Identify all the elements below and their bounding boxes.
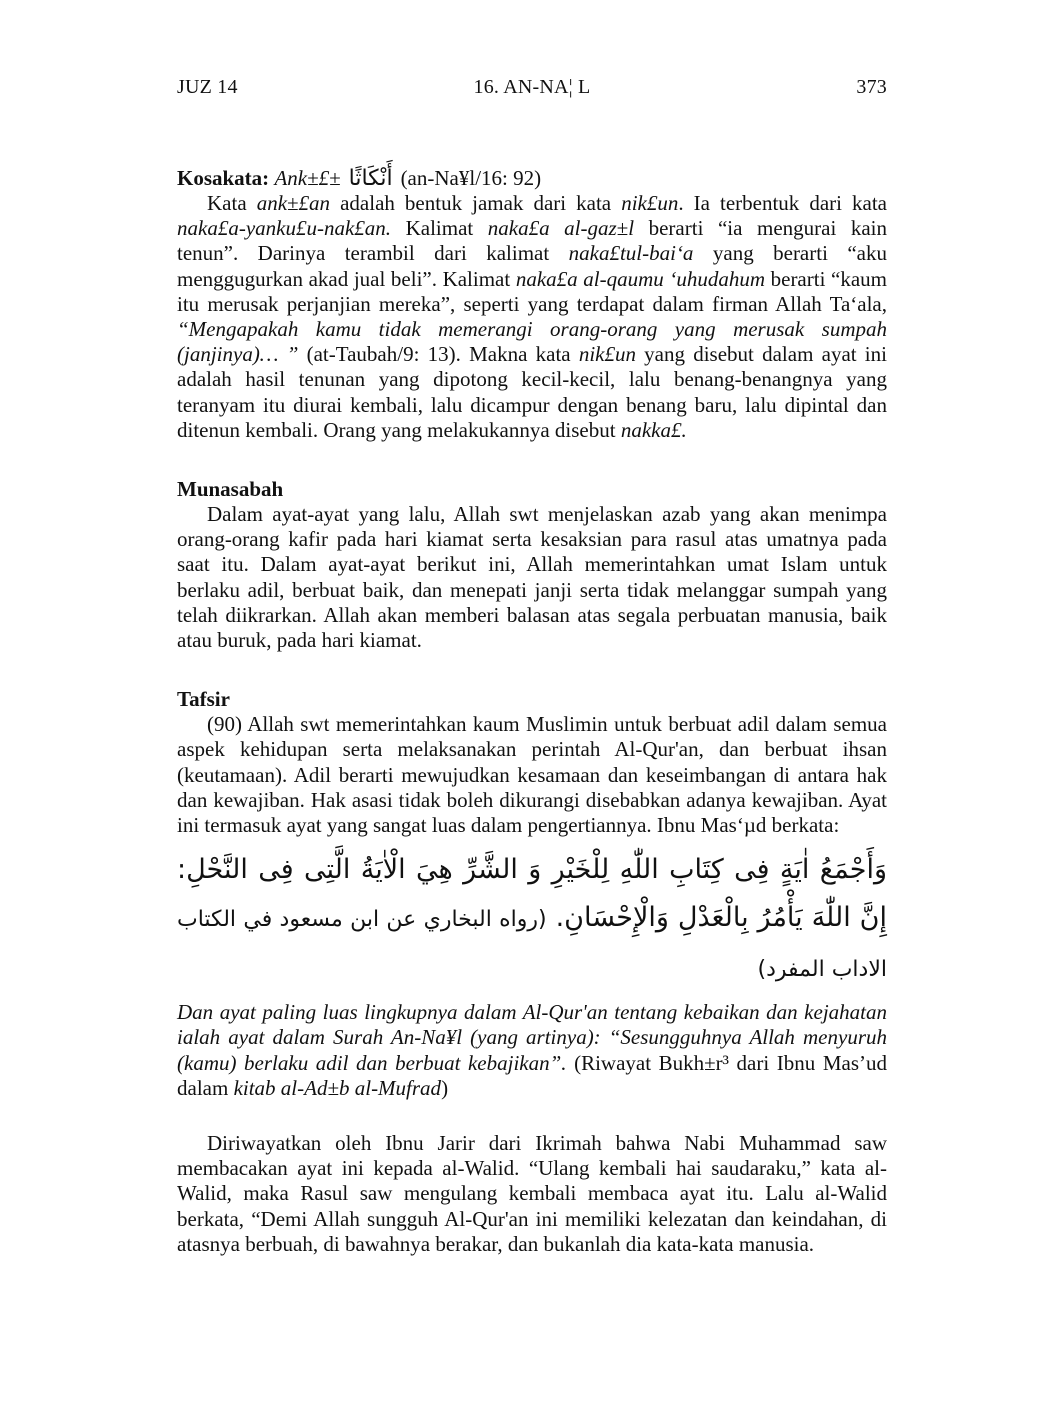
translation-close: )	[441, 1075, 449, 1100]
arabic-hadith-source: (رواه البخاري عن ابن مسعود في الكتاب الاداب المفرد)	[177, 907, 887, 983]
text-run: berarti “kaum itu merusak perjanjian mereka”, seperti yang terdapat dalam firman Allah Ta‘ala,	[177, 266, 887, 316]
text-run-italic: “Mengapakah kamu tidak memerangi orang-orang yang merusak sumpah (janjinya)… ”	[177, 317, 887, 367]
arabic-hadith	[177, 846, 887, 994]
munasabah-paragraph: Dalam ayat-ayat yang lalu, Allah swt menjelaskan azab yang akan menimpa orang-orang kafir pada hari kiamat serta kesaksian para rasul atas umatnya pada saat itu. Dalam ayat-ayat berikut ini, Allah memerintahkan umat Islam untuk berlaku adil, berbuat baik, dan menepati janji serta tidak melanggar sumpah yang telah diikrarkan. Allah akan memberi balasan atas segala perbuatan manusia, baik atau buruk, pada hari kiamat.	[177, 502, 887, 653]
hadith-translation	[177, 1000, 887, 1101]
riwayat-paragraph: Diriwayatkan oleh Ibnu Jarir dari Ikrimah bahwa Nabi Muhammad saw membacakan ayat ini kepada al-Walid. “Ulang kembali hai saudaraku,” kata al-Walid, maka Rasul saw mengulang kembali membaca ayat itu. Lalu al-Walid berkata, “Demi Allah sungguh Al-Qur'an ini memiliki kelezatan dan keindahan, di atasnya berbuah, di bawahnya berakar, dan bukanlah dia kata-kata manusia.	[177, 1131, 887, 1256]
text-run-italic: naka£a al-gaz±l	[487, 216, 635, 241]
kosakata-term: Ank±£±	[274, 166, 341, 190]
text-run: adalah bentuk jamak dari kata	[330, 191, 622, 215]
kosakata-heading	[177, 166, 887, 191]
tafsir-paragraph-90: (90) Allah swt memerintahkan kaum Muslimin untuk berbuat adil dalam semua aspek kehidupan serta melaksanakan perintah Al-Qur'an, dan berbuat ihsan (keutamaan). Adil berarti mewujudkan kesamaan dan keseimbangan di antara hak dan kewajiban. Hak asasi tidak boleh dikurangi disebabkan adanya kewajiban. Ayat ini termasuk ayat yang sangat luas dalam pengertiannya. Ibnu Mas‘µd berkata:	[177, 712, 887, 838]
text-run-italic: naka£a-yanku£u-nak£an.	[177, 216, 392, 241]
text-run: (at-Taubah/9: 13). Makna kata	[298, 342, 579, 367]
text-run: Kata	[207, 191, 257, 215]
main-content	[177, 166, 887, 1257]
text-run: yang berarti “aku menggugurkan akad jual beli”. Kalimat	[177, 241, 887, 291]
translation-book: kitab al-Ad±b al-Mufrad	[233, 1075, 442, 1100]
text-run: berarti “ia mengurai kain tenun”. Darinya terambil dari kalimat	[177, 216, 888, 266]
text-run-italic: ank±£an	[256, 191, 331, 215]
kosakata-label: Kosakata:	[177, 166, 270, 190]
translation-italic: Dan ayat paling luas lingkupnya dalam Al-Qur'an tentang kebaikan dan kejahatan ialah ayat dalam Surah An-Na¥l (yang artinya): “Sesungguhnya Allah menyuruh (kamu) berlaku adil dan berbuat kebajikan”.	[177, 1000, 887, 1075]
text-run: . Ia terbentuk dari kata	[678, 191, 887, 215]
text-run-italic: nakka£.	[620, 417, 687, 442]
text-run: yang disebut dalam ayat ini adalah hasil tenunan yang dipotong kecil-kecil, lalu benang-benangnya yang teranyam itu diurai kembali, lalu dicampur dengan benang baru, lalu dipintal dan ditenun kembali. Orang yang melakukannya disebut	[177, 342, 887, 442]
arabic-hadith-text: وَأَجْمَعُ اٰيَةٍ فِى كِتَابِ اللّٰهِ لِلْخَيْرِ وَ الشَّرِّ هِيَ الْاٰيَةُ الَّتِى فِى النَّحْلِ: إِنَّ اللّٰهَ يَأْمُرُ بِالْعَدْلِ وَالْإِحْسَانِ.	[177, 854, 887, 934]
text-run-italic: nik£un	[621, 191, 679, 215]
juz-label: JUZ 14	[177, 76, 238, 98]
kosakata-arabic: أَنْكَاثًا	[348, 166, 393, 191]
text-run-italic: nik£un	[578, 342, 636, 367]
munasabah-heading: Munasabah	[177, 477, 284, 502]
translation-source: (Riwayat Bukh±r³ dari Ibnu Mas’ud dalam	[177, 1050, 887, 1100]
running-header	[177, 76, 887, 100]
tafsir-heading: Tafsir	[177, 687, 230, 712]
kosakata-ref: (an-Na¥l/16: 92)	[400, 166, 542, 190]
page-number: 373	[856, 76, 887, 98]
surah-title: 16. AN-NA¦ L	[473, 76, 591, 98]
text-run: Kalimat	[391, 216, 488, 241]
kosakata-paragraph	[177, 191, 887, 443]
text-run-italic: naka£a al-qaumu ‘uhudahum	[515, 266, 766, 291]
text-run-italic: naka£tul-bai‘a	[568, 241, 694, 266]
